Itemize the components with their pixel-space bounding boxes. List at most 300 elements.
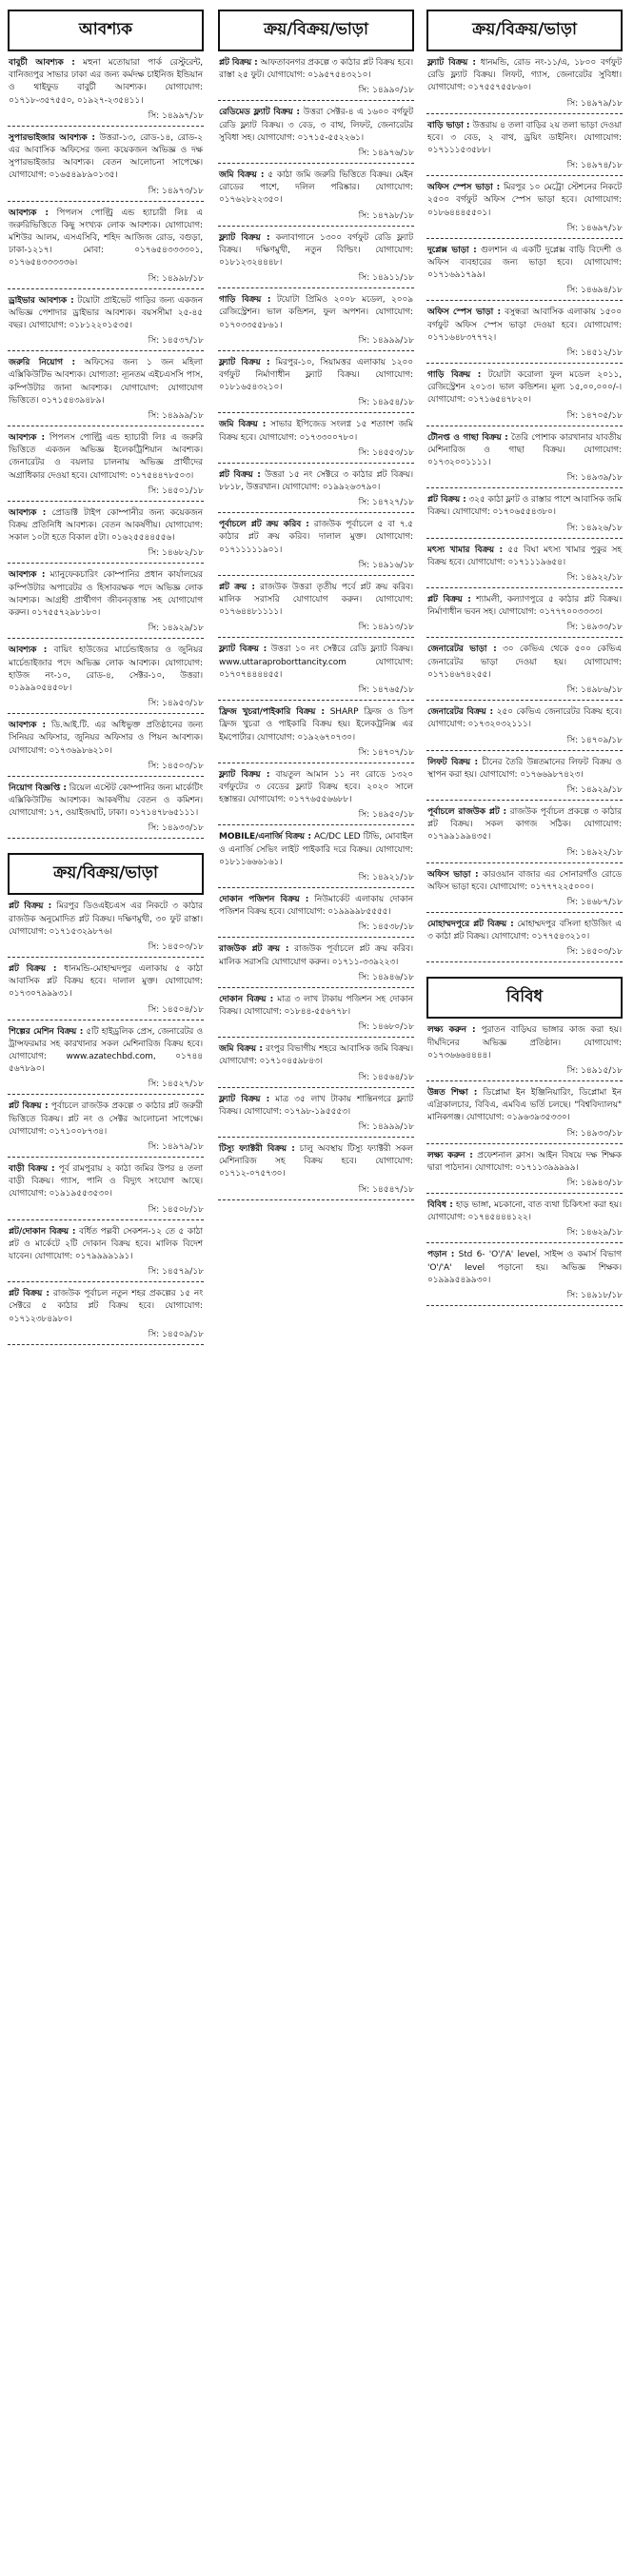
- ad-body: [8, 295, 204, 333]
- classified-ad: [426, 120, 623, 177]
- ad-divider: [8, 126, 204, 127]
- ad-keyword: মৎস্য খামার বিক্রয় :: [427, 545, 504, 555]
- ad-body: [218, 419, 414, 444]
- ad-keyword: জরুরি নিয়োগ :: [9, 358, 76, 368]
- ad-reference-number: সি: ১৪৯৪৩/১৮: [566, 1178, 623, 1188]
- ad-keyword: আবশ্যক :: [9, 645, 48, 656]
- ad-keyword: টিস্যু ফ্যাক্টরী বিক্রয় :: [219, 1143, 295, 1154]
- ad-body: [218, 1094, 414, 1119]
- ad-reference-number: সি: ১৪৯৯০/১৮: [358, 86, 414, 96]
- ad-body: [218, 357, 414, 395]
- ad-keyword: আবশ্যক :: [9, 570, 46, 581]
- ad-divider: [8, 1281, 204, 1282]
- ad-text: চালু অবস্থায় টিস্যু ফ্যাক্টরী সকল মেশিনারিজ সহ বিক্রয় হবে। যোগাযোগ: ০১৭১২-০৭৫৭৩০।: [219, 1143, 413, 1179]
- ad-keyword: টৌনপ্ত ও গাছা বিক্রয় :: [427, 432, 508, 443]
- ad-keyword: আবশ্যক :: [9, 208, 49, 218]
- ad-keyword: নিয়োগ বিজ্ঞপ্তি :: [9, 783, 67, 793]
- ad-body: [426, 919, 623, 943]
- ad-divider: [218, 887, 414, 888]
- ad-keyword: ফ্ল্যাট বিক্রয় :: [219, 769, 270, 780]
- column-right: [426, 10, 623, 1312]
- ad-keyword: জমি বিক্রয় :: [219, 420, 267, 430]
- classified-ad: [8, 295, 204, 352]
- ad-reference-number: সি: ১৪৯৩৩/১৮: [148, 823, 204, 834]
- ad-text: রাজউক পূর্বাচলে প্লট ক্রয় করিব। মালিক সরাসরি যোগাযোগ করুন। ০১৭১১-৩৩৯২২৩।: [219, 944, 414, 967]
- column-middle: [218, 10, 414, 1206]
- ad-text: অফিসের জন্য ১ জন মহিলা এক্সিকিউটিভ আবশ্যক। যোগ্যতা: ন্যূনতম এইচএসসি পাস, কম্পিউটার জানা আবশ্যক। যোগাযোগ: যোগাযোগ ভিত্তিতে। ০১৭১৫৪৩৯৪৮৯।: [9, 358, 204, 406]
- ad-text: শ্যামলী, কল্যাণপুরে ৫ কাঠার প্লট বিক্রয়। নির্মাণাধীন ভবন সহ। যোগাযোগ: ০১৭৭৭০০৩৩৩৩।: [427, 595, 623, 618]
- ad-text: টয়োটা প্রিমিও ২০০৮ মডেল, ২০০৯ রেজিস্ট্রেশন। ভাল কন্ডিশন, ফুল অপশন। যোগাযোগ: ০১৭০৩৩৫৫৮৬১।: [219, 295, 413, 330]
- ad-reference-number: সি: ১৪৫২৭/১৮: [148, 1080, 204, 1090]
- ad-body: [8, 720, 204, 758]
- ad-body: [8, 569, 204, 620]
- classified-ad: [426, 245, 623, 302]
- ad-keyword: বাবুর্চী আবশ্যক :: [9, 58, 75, 68]
- ad-keyword: আবশ্যক :: [9, 507, 47, 518]
- ad-keyword: শিল্পের মেশিন বিক্রয় :: [9, 1026, 84, 1037]
- ad-keyword: লক্ষ্য করুন :: [427, 1025, 476, 1036]
- ad-text: বসুন্ধরা আবাসিক এলাকায় ১৫০০ বর্গফুট অফিস স্পেস ভাড়া দেওয়া হবে। যোগাযোগ: ০১৭১৬৪৮৩৭৭৭২।: [427, 307, 623, 343]
- classified-ad: [426, 919, 623, 962]
- ad-text: পুরাতন বাড়িঘর ভাঙ্গার কাজ করা হয়। দীর্ঘদিনের অভিজ্ঞ প্রতিষ্ঠান। যোগাযোগ: ০১৭৩৬৬৬৪৪৪৪।: [427, 1025, 623, 1060]
- ad-body: [218, 706, 414, 744]
- ad-divider: [8, 1219, 204, 1220]
- ad-divider: [8, 1344, 204, 1345]
- ad-body: [8, 208, 204, 270]
- ad-keyword: জেনারেটর ভাড়া :: [427, 644, 497, 655]
- ad-space: [47, 645, 53, 655]
- ad-text: Std 6- 'O'/'A' level, সাইন্স ও কমার্স বিভাগ 'O'/'A' level পড়ানো হয়। অভিজ্ঞ শিক্ষক। ০১৯৯৯৫৪৯৯৩০।: [427, 1250, 623, 1285]
- ad-body: [8, 901, 204, 939]
- ad-reference-number: সি: ১৪৯৭৯/১৮: [566, 98, 623, 109]
- ad-text: AC/DC LED টিভি, মোবাইল ও এনার্জি সেভিং লাইট পাইকারি দরে বিক্রয়। যোগাযোগ: ০১৮১১৬৬৬১৬১।: [219, 832, 413, 867]
- classified-ad: [8, 1026, 204, 1096]
- ad-body: [426, 120, 623, 158]
- ad-divider: [218, 937, 414, 938]
- classified-ad: [218, 419, 414, 463]
- ad-divider: [8, 838, 204, 839]
- ad-divider: [218, 1087, 414, 1088]
- ad-body: [426, 182, 623, 220]
- ad-divider: [218, 637, 414, 638]
- ad-keyword: ফ্ল্যাট বিক্রয় :: [219, 1094, 270, 1104]
- ad-keyword: পূর্বাচলে প্লট ক্রয় করিব :: [219, 520, 309, 530]
- ad-body: [218, 582, 414, 620]
- ad-reference-number: সি: ১৪৯১৬/১৮: [358, 560, 414, 570]
- classified-ad: [426, 1087, 623, 1144]
- ad-text: ধানমন্ডি, রোড নং-১১/এ, ১৮০০ বর্গফুট রেডি ফ্ল্যাট বিক্রয়। লিফট, গ্যাস, জেনারেটর সুবিধা। যোগাযোগ: ০১৭৫৫৭৫৫৮৬০।: [427, 58, 623, 93]
- ad-reference-number: সি: ১৪৫০৪/১৮: [148, 1004, 204, 1015]
- ad-reference-number: সি: ১৪৭২৭/১৮: [358, 498, 414, 508]
- ad-reference-number: সি: ১৪৯১৮/১৮: [566, 1290, 623, 1300]
- ad-divider: [8, 1094, 204, 1095]
- ad-text: সাভার ইপিজেড সংলগ্ন ১৫ শতাংশ জমি বিক্রয় হবে। যোগাযোগ: ০১৭৩৩০০৭৮০।: [219, 420, 413, 443]
- ad-divider: [426, 113, 623, 114]
- ad-reference-number: সি: ১৪৯২৯/১৮: [148, 624, 204, 634]
- ad-divider: [8, 288, 204, 289]
- classified-ad: [426, 369, 623, 426]
- ad-body: [218, 469, 414, 494]
- classified-ad: [426, 545, 623, 588]
- ad-text: ৫ কাঠা জমি জরুরি ভিত্তিতে বিক্রয়। মেইন রোডের পাশে, দলিল পরিষ্কার। যোগাযোগ: ০১৭৬২৮২২৩৫০।: [219, 170, 413, 206]
- ad-reference-number: সি: ১৪৭০৯/১৮: [566, 735, 623, 745]
- ad-reference-number: সি: ১৪৫৪৭/১৮: [358, 1184, 414, 1195]
- ad-divider: [426, 175, 623, 176]
- ad-reference-number: সি: ১৪৯৯৯/১৮: [358, 1121, 414, 1132]
- ad-keyword: রেডিমেড ফ্ল্যাট বিক্রয় :: [219, 108, 300, 118]
- classified-ad: [218, 831, 414, 888]
- ad-divider: [8, 201, 204, 202]
- ad-keyword: অফিস স্পেস ভাড়া :: [427, 307, 501, 318]
- ad-keyword: আবশ্যক :: [9, 433, 46, 444]
- ad-reference-number: সি: ১৪৯৯৯/১৮: [358, 335, 414, 346]
- ad-keyword: ফ্ল্যাট বিক্রয় :: [219, 232, 270, 243]
- ad-text: হাড় ভাঙ্গা, মচকানো, বাত ব্যথা চিকিৎসা করা হয়। যোগাযোগ: ০১৭৪৫৪৪৪১২২।: [427, 1199, 622, 1223]
- ad-divider: [218, 575, 414, 576]
- ad-divider: [426, 1242, 623, 1243]
- ad-divider: [218, 1137, 414, 1138]
- ad-keyword: ড্রাইভার আবশ্যক :: [9, 295, 74, 306]
- classified-ad: [218, 769, 414, 826]
- ad-reference-number: সি: ১৪৯৪৬/১৮: [358, 972, 414, 982]
- ad-divider: [426, 1080, 623, 1081]
- ad-text: চীনের তৈরি উন্নতমানের লিফট বিক্রয় ও স্থাপন করা হয়। যোগাযোগ: ০১৭৬৬৯৮৭৪২৩।: [427, 757, 623, 780]
- ad-text: রংপুর বিভাগীয় শহরে আবাসিক জমি বিক্রয়। যোগাযোগ: ০১৭১০৪৫৯৮৪৩।: [219, 1044, 414, 1067]
- ad-divider: [426, 587, 623, 588]
- ad-body: [8, 963, 204, 1001]
- ad-body: [218, 769, 414, 807]
- ad-body: [426, 1249, 623, 1287]
- ad-reference-number: সি: ১৪৭৬৫/১৮: [358, 685, 414, 696]
- ad-divider: [426, 238, 623, 239]
- classified-ad: [218, 1094, 414, 1138]
- ad-space: [56, 964, 64, 974]
- ad-reference-number: সি: ১৪৯২৬/১৮: [566, 523, 623, 533]
- ad-body: [426, 644, 623, 682]
- classified-ad: [8, 569, 204, 639]
- ad-text: উত্তরা ১৫ নং সেক্টরে ৩ কাঠার প্লট বিক্রয়। ৮৮১৮, উত্তরখান। যোগাযোগ: ০১৯৯২৬৩৭৯০।: [219, 469, 413, 493]
- ad-divider: [426, 750, 623, 751]
- classified-ad: [218, 1043, 414, 1087]
- ad-body: [218, 1143, 414, 1181]
- section-heading: ক্রয়/বিক্রয়/ভাড়া: [8, 853, 204, 895]
- ad-reference-number: সি: ১৪৯৫৪/১৮: [358, 398, 414, 408]
- ad-keyword: উন্নত শিক্ষা :: [427, 1087, 478, 1098]
- ad-reference-number: সি: ১৪৯৩৩/১৮: [566, 1128, 623, 1139]
- ad-divider: [426, 800, 623, 801]
- ad-keyword: দোকান পজিশন বিক্রয় :: [219, 894, 309, 904]
- ad-keyword: ফ্ল্যাট বিক্রয় :: [219, 644, 267, 655]
- ad-text: টয়োটা প্রাইভেট গাড়ির জন্য একজন অভিজ্ঞ পেশাদার ড্রাইভার আবশ্যক। বয়সসীমা ২৫-৪৫ বছর। যোগাযোগ: ০১৮১২২০১৫৩৫।: [9, 295, 204, 331]
- ad-keyword: লিফট বিক্রয় :: [427, 757, 479, 767]
- ad-body: [426, 1087, 623, 1125]
- classified-ad: [218, 294, 414, 351]
- ad-text: তৈরি পোশাক কারখানার যাবতীয় মেশিনারিজ ও গাছা বিক্রয়। যোগাযোগ: ০১৭৩২০০১১১১।: [427, 432, 622, 468]
- classified-ad: [426, 57, 623, 114]
- ad-reference-number: সি: ১৪৯৭৯/১৮: [148, 1141, 204, 1152]
- ad-reference-number: সি: ১৪৯৯৭/১৮: [148, 110, 204, 121]
- ad-divider: [218, 824, 414, 825]
- ad-reference-number: সি: ১৪৫০৩/১৮: [566, 947, 623, 958]
- classified-ad: [218, 1143, 414, 1200]
- ad-text: পূর্বাচলে রাজউক প্রকল্পে ৩ কাঠার প্লট জরুরী ভিত্তিতে বিক্রয়। প্লট নং ও সেক্টর আলোচনা সাপেক্ষে। যোগাযোগ: ০১৭১০০৮৭৩৪।: [9, 1101, 203, 1137]
- ad-text: ৩২৫ কাঠা ফ্লাট ও রাস্তার পাশে আবাসিক জমি বিক্রয়। যোগাযোগ: ০১৭০৬৫৫৪৩৮০।: [427, 495, 623, 518]
- classified-ad: [8, 720, 204, 777]
- classified-ad: [218, 469, 414, 513]
- ad-body: [218, 232, 414, 270]
- ad-text: উত্তরা সেক্টর-৪ এ ১৬০০ বর্গফুট রেডি ফ্ল্যাট বিক্রয়। ৩ বেড, ৩ বাথ, লিফট, জেনারেটর সুবিধা সহ। যোগাযোগ: ০১৭১৫-৫৫২২৬১।: [219, 108, 414, 143]
- ad-reference-number: সি: ১৪৯১৩/১৮: [358, 623, 414, 633]
- classified-ad: [8, 57, 204, 127]
- ad-keyword: প্লট বিক্রয় :: [219, 58, 258, 68]
- ad-text: ধানমন্ডি-মোহাম্মদপুর এলাকায় ৫ কাঠা আবাসিক প্লট বিক্রয় হবে। দালাল মুক্ত। যোগাযোগ: ০১৭৩০৭৯৯৯৩১।: [9, 963, 204, 1000]
- ad-keyword: বিবিধ :: [427, 1199, 453, 1210]
- ad-body: [426, 369, 623, 407]
- ad-keyword: রাজউক প্লট ক্রয় :: [219, 944, 289, 955]
- ad-reference-number: সি: ১৪৬৮০/১৮: [358, 1022, 414, 1033]
- ad-keyword: প্লট বিক্রয় :: [219, 469, 261, 480]
- ad-reference-number: সি: ১৪৫০৯/১৮: [148, 1329, 204, 1339]
- ad-reference-number: সি: ১৪৯১৫/১৮: [566, 1065, 623, 1076]
- ad-body: [218, 57, 414, 82]
- ad-reference-number: সি: ১৪৬৯৪/১৮: [566, 286, 623, 296]
- ad-text: SHARP ফ্রিজ ও ডিপ ফ্রিজ খুচরা ও পাইকারি বিক্রয় হয়। ইলেকট্রনিক্স এর ইমপোর্টার। যোগাযোগ: ০১৯২৬৭০৭৩০।: [219, 707, 413, 743]
- ad-text: প্রফেশনাল ক্লাস। আইন বিষয়ে দক্ষ শিক্ষক দ্বারা পাঠদান। যোগাযোগ: ০১৭১১৩৯৯৯৯৯।: [427, 1150, 623, 1173]
- ad-reference-number: সি: ১৪৫৩৮/১৮: [358, 922, 414, 933]
- ad-keyword: অফিস স্পেস ভাড়া :: [427, 183, 501, 193]
- ad-divider: [218, 163, 414, 164]
- ad-divider: [218, 1037, 414, 1038]
- classified-ad: [426, 1150, 623, 1194]
- ad-body: [426, 757, 623, 782]
- ad-keyword: পড়ান :: [427, 1250, 455, 1260]
- ad-body: [8, 1163, 204, 1201]
- ad-reference-number: সি: ১৪৫০৩/১৮: [148, 941, 204, 952]
- ad-body: [426, 307, 623, 345]
- column-left: [8, 10, 204, 1351]
- ad-keyword: প্লট বিক্রয় :: [9, 902, 52, 912]
- ad-reference-number: সি: ১৪৯৫০/১৮: [358, 810, 414, 821]
- ad-keyword: মোহাম্মদপুরে প্লট বিক্রয় :: [427, 919, 514, 929]
- ad-text: মিরপুর ডিওএইচএস এর নিকটে ৩ কাঠার রাজউক অনুমোদিত প্লট বিক্রয়। দক্ষিণমুখী, ৩০ ফুট রাস্তা। যোগাযোগ: ০১৭১৫৩২৯৮৭৬।: [9, 902, 203, 937]
- ad-keyword: দুপ্লেক্স ভাড়া :: [427, 245, 477, 255]
- ad-divider: [218, 100, 414, 101]
- ad-text: কলাবাগানে ১৩০০ বর্গফুট রেডি ফ্ল্যাট বিক্রয়। দক্ষিণমুখী, নতুন বিল্ডিং। যোগাযোগ: ০১৮১২৩২৪৪৪৮।: [219, 232, 413, 268]
- ad-body: [426, 594, 623, 619]
- classified-ad: [8, 1288, 204, 1345]
- classified-ad: [8, 901, 204, 958]
- classified-ad: [8, 644, 204, 714]
- ad-keyword: প্লট বিক্রয় :: [9, 1101, 49, 1112]
- ad-text: কারওয়ান বাজার এর সোনারগাঁও রোডে অফিস ভাড়া হবে। যোগাযোগ: ০১৭৭৭২২৫০০০।: [427, 869, 622, 892]
- ad-reference-number: সি: ১৪৯৭৩/১৮: [148, 186, 204, 196]
- ad-body: [8, 1026, 204, 1077]
- classified-ad: [8, 432, 204, 502]
- ad-keyword: প্লট বিক্রয় :: [427, 595, 471, 605]
- ad-space: [75, 358, 84, 367]
- ad-body: [8, 1288, 204, 1326]
- ad-divider: [8, 638, 204, 639]
- ad-reference-number: সি: ১৪৯৮৬/১৮: [566, 685, 623, 696]
- ad-reference-number: সি: ১৪৫১২/১৮: [566, 348, 623, 359]
- ad-divider: [426, 637, 623, 638]
- ad-divider: [8, 776, 204, 777]
- ad-divider: [426, 1143, 623, 1144]
- ad-reference-number: সি: ১৪৫০৩/১৮: [148, 761, 204, 771]
- ad-body: [426, 545, 623, 569]
- ad-body: [218, 169, 414, 208]
- ad-divider: [8, 563, 204, 564]
- ad-text: রিয়েল এস্টেট কোম্পানির জন্য মার্কেটিং এক্সিকিউটিভ আবশ্যক। আকর্ষণীয় বেতন ও কমিশন। যোগাযোগ: ১৭, ওয়াইজঘাট, ঢাকা। ০১৭১৪৭৮৬৫১১১।: [9, 783, 203, 819]
- ad-body: [426, 706, 623, 731]
- ad-reference-number: সি: ১৪৯২১/১৮: [358, 872, 414, 882]
- ad-reference-number: সি: ১৪৯৭৬/১৮: [358, 149, 414, 159]
- ad-keyword: প্লট/দোকান বিক্রয় :: [9, 1226, 76, 1237]
- ad-text: প্রোডাক্ট টাইপ কোম্পানীর জন্য কয়েকজন বিক্রয় প্রতিনিধি আবশ্যক। বেতন আকর্ষণীয়। যোগাযোগ: সকাল ১০টা হতে বিকাল ৫টা। ০১৬২৫৫৪৪৫৫৬।: [9, 507, 203, 544]
- classified-ad: [218, 57, 414, 101]
- ad-reference-number: সি: ১৪৯৭৪/১৮: [566, 161, 623, 171]
- section-heading: ক্রয়/বিক্রয়/ভাড়া: [426, 10, 623, 51]
- ad-body: [218, 831, 414, 869]
- ad-keyword: পূর্বাচলে রাজউক প্লট :: [427, 806, 507, 817]
- ad-text: বায়তুল আমান ১১ নং রোডে ১৩২০ বর্গফুটের ৩ বেডের ফ্ল্যাট বিক্রয় হবে। ২০২০ সালে হস্তান্তর। যোগাযোগ: ০১৭৭৬৫৫৬৬৮৮।: [219, 769, 413, 805]
- ad-text: উত্তরা ১০ নং সেক্টরে রেডি ফ্ল্যাট বিক্রয়। www.uttaraproborttancity.com যোগাযোগ: ০১৭০৭৪৪৪৪৫৫।: [219, 644, 413, 680]
- ad-body: [8, 783, 204, 821]
- classified-ad: [426, 432, 623, 489]
- classified-ad: [426, 1024, 623, 1081]
- ad-reference-number: সি: ১৪৭৯৮/১৮: [358, 210, 414, 221]
- ad-divider: [218, 226, 414, 227]
- ad-body: [218, 894, 414, 919]
- classified-ad: [218, 169, 414, 227]
- classified-ad: [218, 107, 414, 164]
- ad-keyword: দোকান বিক্রয় :: [219, 994, 274, 1004]
- ad-reference-number: সি: ১৪৯২৯/১৮: [566, 784, 623, 795]
- ad-space: [49, 208, 57, 218]
- ad-text: মিরপুর-১০, সিয়ামত্তর এলাকায় ১২০০ বর্গফুট নির্মাণাধীন ফ্ল্যাট বিক্রয়। যোগাযোগ: ০১৮১৬৫৪৩২১০।: [219, 357, 413, 393]
- ad-body: [426, 869, 623, 894]
- ad-text: পূর্ব রামপুরায় ২ কাঠা জমির উপর ৪ তলা বাড়ী বিক্রয়। গ্যাস, পানি ও বিদ্যুৎ সংযোগ আছে। যোগাযোগ: ০১৯১৯৫৫৩৫৩০।: [9, 1163, 203, 1199]
- classified-ad: [8, 357, 204, 426]
- ad-text: মাত্র ৩ লাখ টাকায় পজিশন সহ দোকান বিক্রয়। যোগাযোগ: ০১৮৪৪-৫৫৬৭৭৮।: [219, 994, 414, 1017]
- ad-keyword: জেনারেটর বিক্রয় :: [427, 707, 493, 718]
- ad-body: [218, 294, 414, 332]
- ad-body: [426, 806, 623, 844]
- classified-ad: [8, 208, 204, 289]
- ad-divider: [426, 487, 623, 488]
- ad-divider: [426, 1305, 623, 1306]
- ad-body: [218, 519, 414, 557]
- classified-ad: [8, 1100, 204, 1158]
- ad-keyword: প্লট বিক্রয় :: [9, 963, 57, 974]
- ad-text: মোহাম্মদপুর বসিলা হাউজিং এ ৩ কাঠা প্লট বিক্রয়। যোগাযোগ: ০১৭৭৫৪৩২১০।: [427, 919, 622, 942]
- ad-reference-number: সি: ১৪৯১১/১৮: [358, 273, 414, 284]
- classified-ad: [426, 494, 623, 538]
- ad-divider: [8, 350, 204, 351]
- ad-body: [218, 943, 414, 968]
- classified-ad: [218, 994, 414, 1038]
- ad-reference-number: সি: ১৪৫৭৯/১৮: [148, 1267, 204, 1278]
- ad-text: আফতাবনগর প্রকল্পে ৩ কাঠার প্লট বিক্রয় হবে। রাস্তা ২৫ ফুট। যোগাযোগ: ০১৯৫৭৫৪৩২১০।: [219, 58, 414, 81]
- ad-body: [218, 107, 414, 145]
- ad-body: [218, 1043, 414, 1068]
- ad-keyword: বাড়ি ভাড়া :: [427, 120, 470, 130]
- ad-keyword: গাড়ি বিক্রয় :: [427, 370, 482, 381]
- ad-reference-number: সি: ১৪৯২২/১৮: [566, 573, 623, 584]
- ad-keyword: ফ্ল্যাট বিক্রয় :: [219, 357, 270, 367]
- ad-body: [218, 644, 414, 682]
- ad-text: ৫টি হাইড্রলিক প্রেস, জেনারেটর ও ট্রান্সফরমার সহ কারখানার সকল মেশিনারিজ বিক্রয় হবে। যোগাযোগ: www.azatechbd.com, ০১৭৪৪ ৫৬৭৮৯০।: [9, 1026, 203, 1075]
- ad-divider: [426, 1193, 623, 1194]
- ad-reference-number: সি: ১৪৭০৭/১৮: [358, 747, 414, 758]
- ad-text: বায়িং হাউজের মার্চেন্ডাইজার ও জুনিয়র মার্চেন্ডাইজার পদে অভিজ্ঞ লোক আবশ্যক। যোগাযোগ: হাউজ নং-১০, রোড-৪, সেক্টর-১০, উত্তরা। ০১৯৯৯০৫৪৫০৮।: [9, 645, 203, 693]
- ad-keyword: বাড়ী বিক্রয় :: [9, 1163, 55, 1174]
- ad-text: পিপলস পোল্ট্রি এন্ড হ্যাচারী লিঃ এ জরুরিভিত্তিতে কিছু সংখ্যক লোক আবশ্যক। যোগাযোগ: মশিউর আলম, এসএসিবি, শহিদ আজিজ রোড, বগুড়া, ঢাকা-১২১৭। মোবা: ০১৭৬৫৪৩৩৩৩০১, ০১৭৬৫৪৩৩৩৩৩৬।: [9, 208, 204, 268]
- ad-text: ডিপ্লোমা ইন ইঞ্জিনিয়ারিং, ডিপ্লোমা ইন এগ্রিকালচার, বিবিএ, এমবিএ ভর্তি চলছে। "বিশ্ববিদ্যালয়" মানিকগঞ্জ। যোগাযোগ: ০১৯৬৩৯৩৫৩৩০।: [427, 1087, 623, 1123]
- ad-text: রাজউক উত্তরা তৃতীয় পর্বে প্লট ক্রয় করিব। মালিক সরাসরি যোগাযোগ করুন। যোগাযোগ: ০১৭৬৪৪৮১১১১।: [219, 582, 413, 618]
- ad-body: [8, 1226, 204, 1264]
- classified-ad: [426, 1199, 623, 1243]
- ad-divider: [218, 463, 414, 464]
- ad-divider: [218, 512, 414, 513]
- ad-body: [426, 57, 623, 95]
- ad-body: [8, 1100, 204, 1139]
- ad-keyword: প্লট ক্রয় :: [219, 582, 255, 592]
- ad-text: ২৫০ কেভিএ জেনারেটর বিক্রয় হবে। যোগাযোগ: ০১৭৩২০৩২১১১।: [427, 707, 622, 730]
- ad-reference-number: সি: ১৪৭০৫/১৮: [566, 410, 623, 421]
- ad-body: [8, 507, 204, 545]
- ad-divider: [426, 538, 623, 539]
- classified-ad: [426, 182, 623, 239]
- classified-ad: [8, 507, 204, 565]
- ad-reference-number: সি: ১৪৯৩৩/১৮: [566, 623, 623, 633]
- ad-text: ৫৫ বিঘা মৎস্য খামার পুকুর সহ বিক্রয় হবে। যোগাযোগ: ০১৭১১১৯৬৫৪।: [427, 545, 622, 567]
- ad-body: [426, 245, 623, 283]
- classified-ad: [426, 757, 623, 801]
- ad-divider: [8, 713, 204, 714]
- ad-body: [8, 357, 204, 407]
- ad-divider: [218, 287, 414, 288]
- ad-reference-number: সি: ১৪৯৫৩/১৮: [148, 699, 204, 709]
- ad-divider: [218, 987, 414, 988]
- ad-body: [426, 1150, 623, 1175]
- ad-text: মাত্র ৩৫ লাখ টাকায় শান্তিনগরে ফ্ল্যাট বিক্রয়। যোগাযোগ: ০১৭৯৮-১৯৫৫৫৩।: [219, 1094, 414, 1117]
- ad-reference-number: সি: ১৪৯৩৯/১৮: [566, 473, 623, 484]
- ad-reference-number: সি: ১৪৫৩৭/১৮: [148, 336, 204, 347]
- ad-divider: [8, 1157, 204, 1158]
- ad-space: [75, 58, 83, 68]
- ad-divider: [218, 350, 414, 351]
- ad-keyword: জমি বিক্রয় :: [219, 170, 265, 181]
- ad-text: রাজউক পূর্বাচলে ৫ বা ৭.৫ কাঠার প্লট ক্রয় করিব। দালাল মুক্ত। যোগাযোগ: ০১৭১১১১১৯০১।: [219, 520, 413, 555]
- ad-divider: [426, 961, 623, 962]
- ad-divider: [426, 700, 623, 701]
- ad-reference-number: সি: ১৪৬৮৭/১৮: [566, 897, 623, 907]
- ad-space: [481, 370, 487, 380]
- ad-keyword: জমি বিক্রয় :: [219, 1044, 263, 1055]
- ad-body: [426, 432, 623, 470]
- ad-text: উত্তরায় ৪ তলা বাড়ির ২য় তলা ভাড়া দেওয়া হবে। ৩ বেড, ২ বাথ, ড্রয়িং ডাইনিং। যোগাযোগ: ০১৭১১১৫৩৫৮৮।: [427, 120, 623, 156]
- ad-reference-number: সি: ১৪৫০৮/১৮: [148, 1204, 204, 1215]
- ad-divider: [218, 700, 414, 701]
- ad-divider: [218, 412, 414, 413]
- ad-keyword: গাড়ি বিক্রয় :: [219, 295, 271, 306]
- ad-divider: [8, 501, 204, 502]
- classified-ad: [426, 1249, 623, 1306]
- ad-body: [426, 1024, 623, 1062]
- classified-ad: [218, 232, 414, 289]
- ad-keyword: সুপারভাইজার আবশ্যক :: [9, 132, 95, 143]
